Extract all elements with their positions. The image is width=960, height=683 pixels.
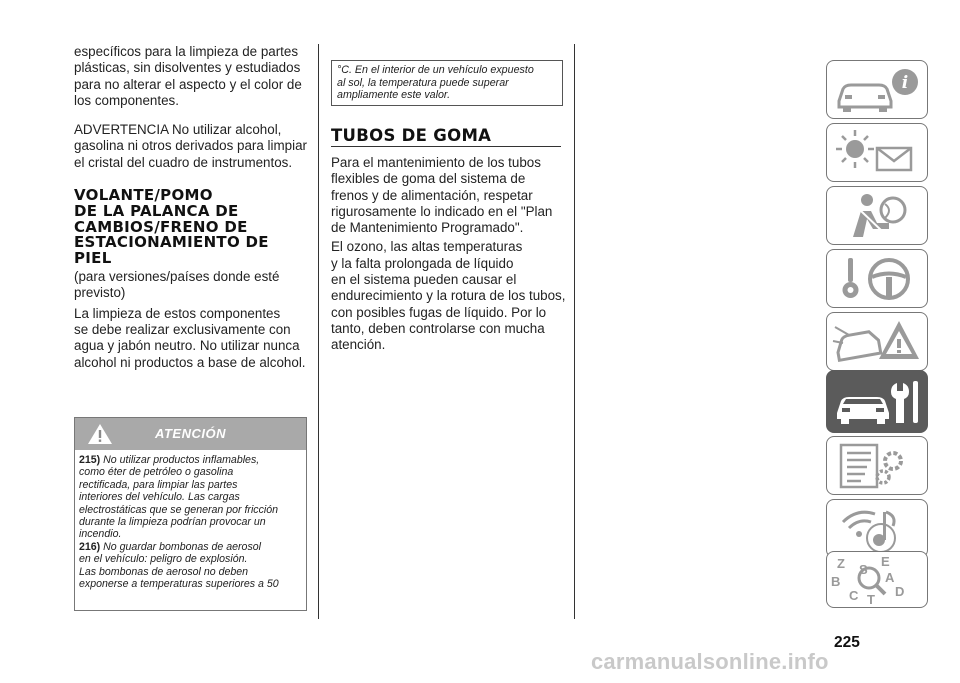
multimedia-icon [827,500,927,557]
section-heading-tubos: TUBOS DE GOMA [331,126,492,145]
intro-paragraph: específicos para la limpieza de partes plásticas, sin disolventes y estudiados para no alterar el aspecto y el color de los componentes. [74,44,302,108]
column-divider-right [574,44,575,619]
advertencia-paragraph: ADVERTENCIA No utilizar alcohol, gasolina ni otros derivados para limpiar el cristal del cuadro de instrumentos. [74,122,307,170]
index-letter: C [849,588,859,603]
svg-text:i: i [901,73,909,93]
tab-start-driving[interactable] [826,249,928,308]
emergency-triangle-icon [827,313,927,370]
tab-warning-lights[interactable] [826,123,928,182]
tubos-paragraph-1: Para el mantenimiento de los tubos flexibles de goma del sistema de frenos y de alimentación, respetar rigurosamente lo indicado en el "Plan de Mantenimiento Programado". [331,155,553,236]
alphabetical-index-icon [827,552,927,607]
car-info-icon [827,61,927,118]
attention-header [75,418,306,450]
version-note: (para versiones/países donde esté previsto) [74,269,280,301]
index-letter: S [859,562,868,577]
tab-index[interactable] [826,551,928,608]
section-heading-volante: VOLANTE/POMO DE LA PALANCA DE CAMBIOS/FRENO DE ESTACIONAMIENTO DE PIEL [74,186,269,268]
attention-item-215: 215) No utilizar productos inflamables, como éter de petróleo o gasolina rectificada, para limpiar las partes interiores del vehículo. Las cargas electrostáticas que se generan por fricción durante la limpieza podrían provocar un incendio. [79,454,279,541]
heading-underline [331,146,561,147]
car-wrench-icon [827,371,927,432]
right-column [331,126,566,354]
tab-maintenance[interactable] [826,370,928,433]
warning-lights-icon [827,124,927,181]
page-number: 225 [834,634,860,651]
index-letter: D [895,584,905,599]
tab-multimedia[interactable] [826,499,928,558]
attention-box [74,417,307,611]
tab-car-info[interactable] [826,60,928,119]
attention-item-216: 216) No guardar bombonas de aerosol en el vehículo: peligro de explosión. Las bombonas de aerosol no deben exponerse a temperaturas superiores a 50 [79,540,279,591]
watermark: carmanualsonline.info [591,649,829,674]
specs-gear-icon [827,437,927,494]
continued-note-box: °C. En el interior de un vehículo expuesto al sol, la temperatura puede superar ampliamente este valor. [331,60,563,106]
index-letter: E [881,554,890,569]
index-letter: T [867,592,875,607]
column-divider-left [318,44,319,619]
tab-technical-data[interactable] [826,436,928,495]
index-letter: B [831,574,841,589]
tab-safety[interactable] [826,186,928,245]
key-steering-wheel-icon [827,250,927,307]
attention-body [75,450,306,590]
tab-emergency[interactable] [826,312,928,371]
index-letter: Z [837,556,845,571]
airbag-seat-icon [827,187,927,244]
tubos-paragraph-2: El ozono, las altas temperaturas y la falta prolongada de líquido en el sistema pueden causar el endurecimiento y la rotura de los tubos, con posibles fugas de líquido. Por lo tanto, deben controlarse con mucha atención. [331,239,566,353]
left-column [74,44,314,371]
attention-title: ATENCIÓN [155,426,226,441]
cleaning-paragraph: La limpieza de estos componentes se debe realizar exclusivamente con agua y jabón neutro. No utilizar nunca alcohol ni productos a base de alcohol. [74,305,306,370]
index-letter: A [885,570,895,585]
